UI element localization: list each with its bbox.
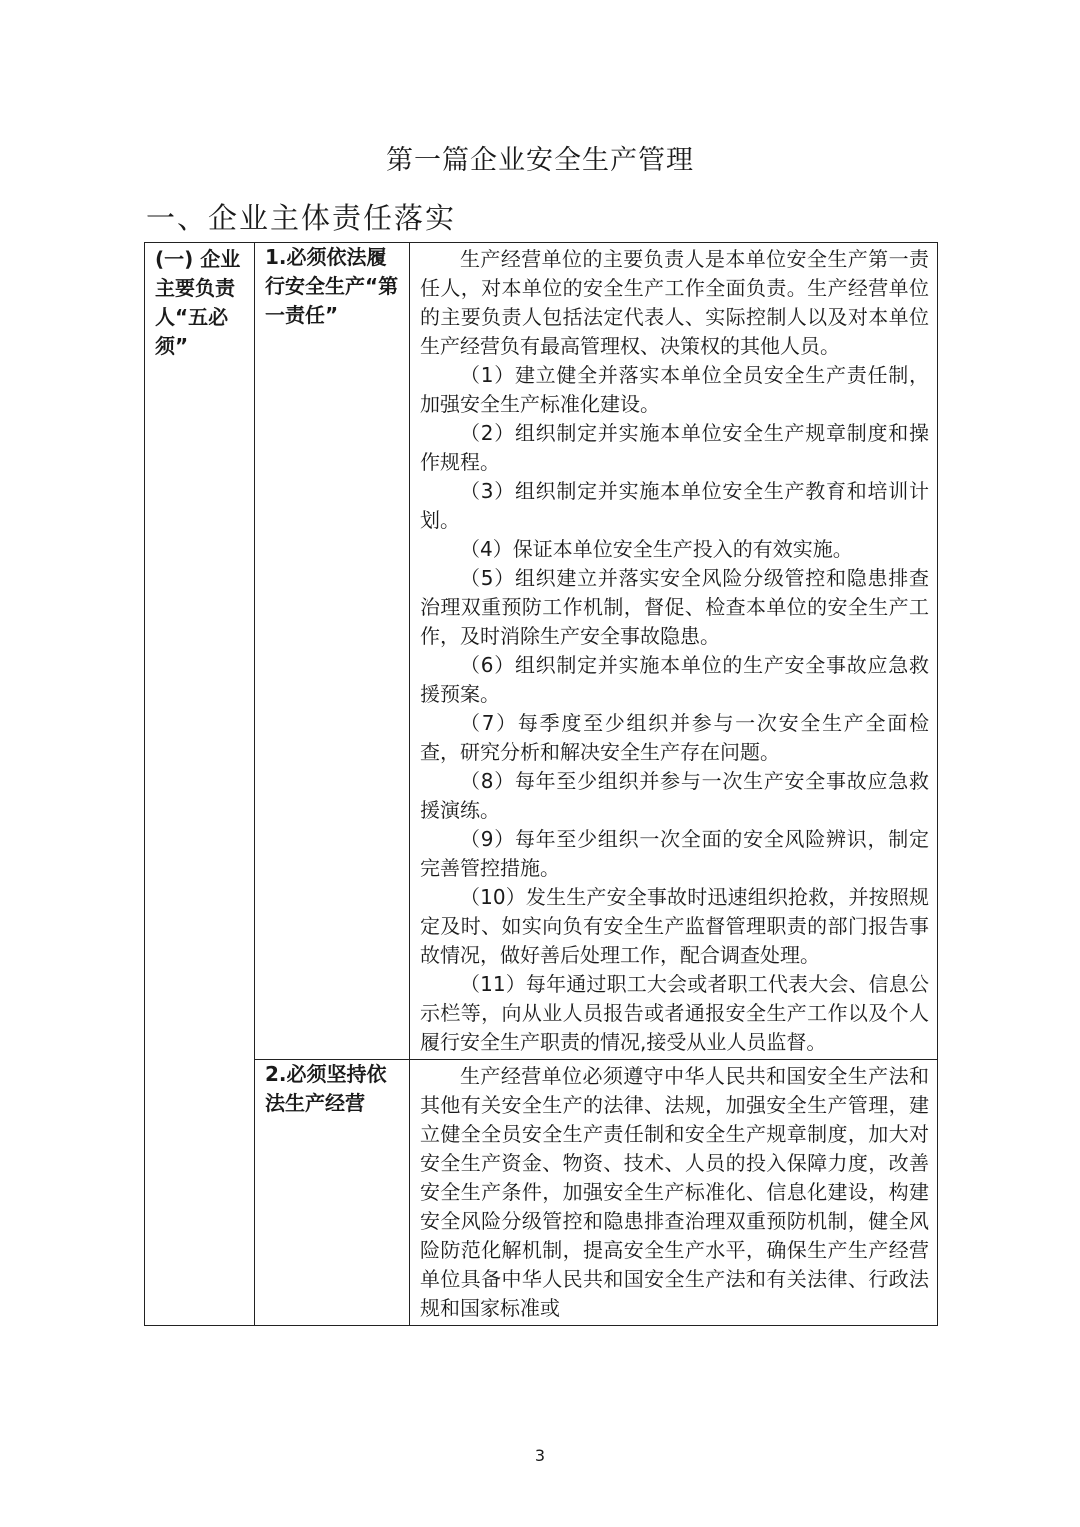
- paragraph: （4）保证本单位安全生产投入的有效实施。: [460, 537, 853, 561]
- table-row: [145, 1060, 938, 1326]
- content-block: [410, 243, 937, 1059]
- category-cell: [145, 243, 255, 1326]
- paragraph: （6）组织制定并实施本单位的生产安全事故应急救援预案。: [420, 653, 929, 706]
- category-label: (一) 企业主要负责人“五必须”: [155, 247, 241, 358]
- subcategory-label: 2.必须坚持依法生产经营: [265, 1062, 387, 1115]
- paragraph: （5）组织建立并落实安全风险分级管控和隐患排查治理双重预防工作机制，督促、检查本单位的安全生产工作，及时消除生产安全事故隐患。: [420, 566, 929, 648]
- page-title: 第一篇企业安全生产管理: [386, 145, 694, 176]
- section-heading: 一、企业主体责任落实: [146, 201, 457, 235]
- content-cell: [410, 243, 938, 1060]
- subcategory-label: 1.必须依法履行安全生产“第一责任”: [265, 245, 399, 327]
- content-block: [410, 1060, 937, 1325]
- page-number: 3: [534, 1446, 546, 1465]
- paragraph: （3）组织制定并实施本单位安全生产教育和培训计划。: [420, 479, 929, 532]
- paragraph: （8）每年至少组织并参与一次生产安全事故应急救援演练。: [420, 769, 929, 822]
- table-row: [145, 243, 938, 1060]
- paragraph: （1）建立健全并落实本单位全员安全生产责任制，加强安全生产标准化建设。: [420, 363, 929, 416]
- paragraph: 生产经营单位必须遵守中华人民共和国安全生产法和其他有关安全生产的法律、法规，加强安全生产管理，建立健全全员安全生产责任制和安全生产规章制度，加大对安全生产资金、物资、技术、人员的投入保障力度，改善安全生产条件，加强安全生产标准化、信息化建设，构建安全风险分级管控和隐患排查治理双重预防机制，健全风险防范化解机制，提高安全生产水平，确保生产生产经营单位具备中华人民共和国安全生产法和有关法律、行政法规和国家标准或: [420, 1064, 929, 1320]
- subcategory-cell: [255, 243, 410, 1060]
- paragraph: （2）组织制定并实施本单位安全生产规章制度和操作规程。: [420, 421, 929, 474]
- paragraph: （9）每年至少组织一次全面的安全风险辨识，制定完善管控措施。: [420, 827, 929, 880]
- paragraph: （10）发生生产安全事故时迅速组织抢救，并按照规定及时、如实向负有安全生产监督管理职责的部门报告事故情况，做好善后处理工作，配合调查处理。: [420, 885, 929, 967]
- content-cell: [410, 1060, 938, 1326]
- paragraph: 生产经营单位的主要负责人是本单位安全生产第一责任人，对本单位的安全生产工作全面负责。生产经营单位的主要负责人包括法定代表人、实际控制人以及对本单位生产经营负有最高管理权、决策权的其他人员。: [420, 247, 929, 358]
- paragraph: （11）每年通过职工大会或者职工代表大会、信息公示栏等，向从业人员报告或者通报安全生产工作以及个人履行安全生产职责的情况,接受从业人员监督。: [420, 972, 929, 1054]
- paragraph: （7）每季度至少组织并参与一次安全生产全面检查，研究分析和解决安全生产存在问题。: [420, 711, 929, 764]
- subcategory-cell: [255, 1060, 410, 1326]
- responsibility-table: [144, 242, 938, 1326]
